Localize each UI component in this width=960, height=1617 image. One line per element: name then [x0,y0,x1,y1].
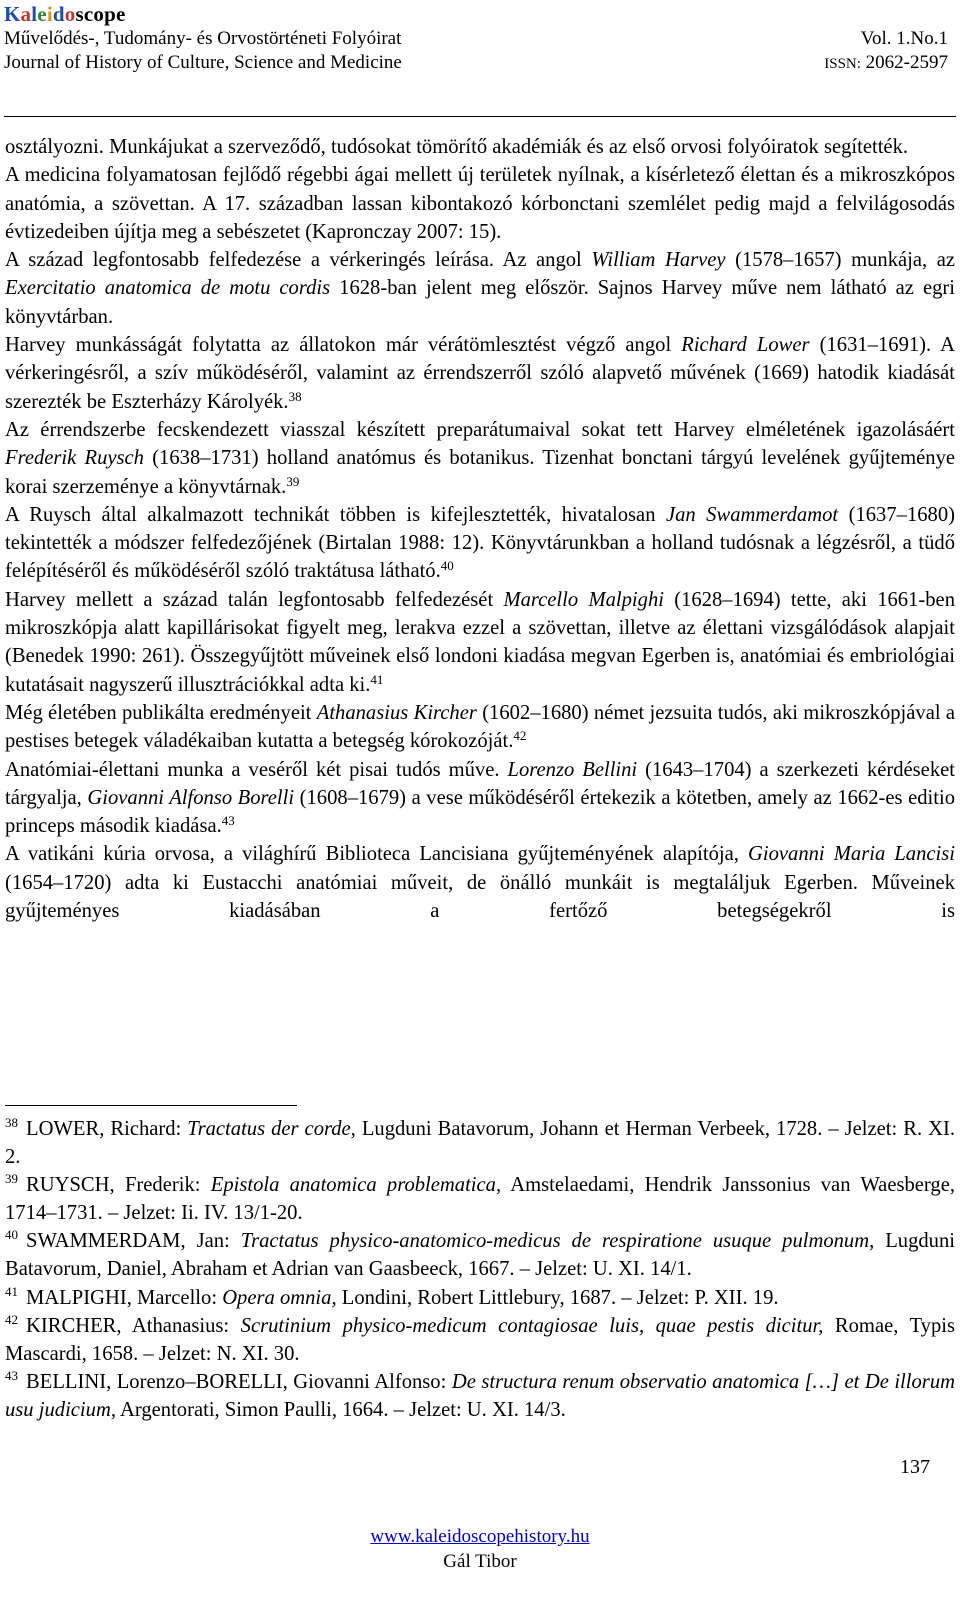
author-surname: SWAMMERDAM [26,1230,181,1253]
text-run: Lugduni Batavorum, Johann et Herman Verbeek, 1728. – Jelzet: R. XI. 2. [5,1118,956,1169]
text-run: , Athanasius: [116,1314,241,1337]
text-run: (1608–1679) a vese működéséről értekezik a kötetben, amely az 1662-es editio princeps második kiadása. [5,786,955,838]
italic-text: Scrutinium physico-medicum contagiosae luis, quae pestis dicitur, [240,1314,824,1337]
footnote-separator [5,1105,297,1106]
text-run: , Marcello: [126,1286,223,1309]
text-run: , Frederik: [109,1174,211,1197]
author-surname: KIRCHER [26,1314,117,1337]
footnote-number: 38 [5,1115,18,1130]
text-run: Londini, Robert Littlebury, 1687. – Jelzet: P. XII. 19. [336,1286,779,1309]
italic-text: Giovanni Maria Lancisi [748,843,955,866]
text-run: , Amstelaedami, Hendrik Janssonius van Waesberge, 1714–1731. – Jelzet: Ii. IV. 13/1-20. [5,1174,955,1225]
logo-letter: e [37,2,47,26]
footnote-ref: 38 [288,388,302,404]
text-run: Harvey munkásságát folytatta az állatokon már vérátömlesztést végző angol [5,334,682,357]
footnote [5,1312,955,1368]
page-number: 137 [900,1456,930,1478]
footnote-number: 43 [5,1367,18,1383]
author-surname: MALPIGHI [26,1286,127,1309]
text-run: Anatómiai-élettani munka a veséről két pisai tudós műve. [5,758,508,781]
paragraph [5,161,955,246]
text-run: (1628–1694) tette, aki 1661-ben mikroszkópja alatt kapillárisokat figyelt meg, lerakva ezzel a szövettan, illetve az élettani vizsgálódások alapjait (Benedek 1990: 261). Összegyűjtött műveinek első londoni kiadása megvan Egerben is, anatómiai és embriológiai kutatásait nagyszerű illusztrációkkal adta ki. [5,588,955,696]
text-run: Még életében publikálta eredményeit [5,701,317,724]
author-surname: LOWER [26,1118,100,1140]
text-run: A század legfontosabb felfedezése a vérkeringés leírása. Az angol [5,249,592,272]
paragraph [5,416,955,501]
logo-letter: c [83,2,94,26]
footnote-ref: 42 [513,728,527,744]
paragraph [5,840,955,925]
footnote-ref: 40 [440,558,454,574]
logo-letter: i [46,2,53,26]
text-run: , Giovanni Alfonso: [282,1370,452,1393]
paragraph [5,699,955,756]
journal-logo [4,2,126,27]
text-run: (1637–1680) tekintették a módszer felfedezőjének (Birtalan 1988: 12). Könyvtárunkban a holland tudósnak a légzésről, a tüdő felépítéséről és működéséről szóló traktátusa látható. [5,503,955,583]
footnote-number: 40 [5,1227,18,1243]
logo-letter: a [20,2,32,26]
footnotes [5,1115,955,1424]
journal-subtitle-en: Journal of History of Culture, Science and Medicine [4,52,402,73]
journal-header [4,0,956,96]
text-run: Argentorati, Simon Paulli, 1664. – Jelzet: U. XI. 14/3. [115,1398,566,1421]
text-run: (1654–1720) adta ki Eustacchi anatómiai műveit, de önálló munkáit is megtaláljuk Egerben. Műveinek gyűjteményes kiadásában a fertőző betegségekről is [5,871,955,923]
text-run: (1643–1704) a szerkezeti kérdéseket tárgyalja, [5,758,955,809]
text-run: , Lorenzo– [106,1370,196,1393]
italic-text: William Harvey [591,249,726,272]
logo-letter: l [31,2,38,26]
italic-text: Richard Lower [681,334,810,357]
author-surname: BELLINI [26,1370,107,1393]
footnote [5,1171,955,1227]
text-run: , Lugduni Batavorum, Daniel, Abraham et Adrian van Gaasbeeck, 1667. – Jelzet: U. XI. 14/1. [5,1230,955,1281]
italic-text: Giovanni Alfonso Borelli [87,786,295,809]
text-run: , Richard: [99,1118,188,1140]
logo-letter: s [75,2,84,26]
issn-label: ISSN: [824,56,861,72]
footnote-ref: 39 [286,473,300,489]
paragraph [5,586,955,699]
text-run: Az érrendszerbe fecskendezett viasszal készített preparátumaival sokat tett Harvey elméletének igazolásáért [5,418,955,441]
text-run: (1638–1731) holland anatómus és botanikus. Tizenhat bonctani tárgyú levelének gyűjteménye korai szerzeménye a könyvtárnak. [5,447,956,498]
paragraph [5,501,955,586]
paragraph [5,133,955,161]
footnote-ref: 43 [221,813,235,829]
text-run: (1578–1657) munkája, az [725,249,955,272]
footnote-number: 41 [5,1283,18,1299]
text-run: 1628-ban jelent meg először. Sajnos Harvey műve nem látható az egri könyvtárban. [5,277,955,328]
issn-number: 2062-2597 [865,52,948,73]
logo-letter: K [4,2,21,26]
text-run: osztályozni. Munkájukat a szerveződő, tudósokat tömörítő akadémiák és az első orvosi folyóiratok segítették. [5,136,909,158]
text-run: A medicina folyamatosan fejlődő régebbi ágai mellett új területek nyílnak, a kísérletező élettan és a mikroszkópos anatómia, a szövettan. A 17. században lassan kibontakozó kórbonctani szemlélet pedig majd a felvilágosodás évtizedeiben újítja meg a sebészetet (Kapronczay 2007: 15). [5,164,955,243]
logo-letter: o [64,2,76,26]
issn [824,52,948,74]
paragraph [5,756,955,841]
footnote [5,1368,955,1424]
footnote [5,1227,955,1283]
paragraph [5,331,955,416]
italic-text: Tractatus physico-anatomico-medicus de respiratione usuque pulmonum [240,1230,870,1253]
logo-letter: e [115,2,126,26]
footnote [5,1115,955,1171]
text-run: Romae, Typis Mascardi, 1658. – Jelzet: N. XI. 30. [5,1314,955,1365]
author-surname: BORELLI [195,1370,283,1393]
italic-text: Athanasius Kircher [316,701,477,724]
text-run: (1631–1691). A vérkeringésről, a szív működéséről, valamint az érrendszerről szóló alapvető művének (1669) hatodik kiadását szerezték be Eszterházy Károlyék. [5,334,955,413]
italic-text: Frederik Ruysch [5,447,144,470]
text-run: Harvey mellett a század talán legfontosabb felfedezését [5,588,504,611]
italic-text: Exercitatio anatomica de motu cordis [5,277,331,300]
logo-letter: p [104,2,116,26]
text-run: (1602–1680) német jezsuita tudós, aki mikroszkópjával a pestises betegek váladékaiban kutatta a betegség kórokozóját. [5,701,956,753]
italic-text: Jan Swammerdamot [665,503,839,526]
logo-letter: o [93,2,105,26]
text-run: A Ruysch által alkalmazott technikát többen is kifejlesztették, hivatalosan [5,503,666,526]
italic-text: Epistola anatomica problematica [210,1174,496,1197]
paragraph [5,246,955,331]
website-link[interactable]: www.kaleidoscopehistory.hu [370,1526,590,1547]
footnote-number: 42 [5,1311,18,1327]
italic-text: Tractatus der corde, [187,1118,356,1140]
italic-text: De structura renum observatio anatomica […] et De illorum usu judicium, [5,1370,955,1421]
header-rule [4,116,956,117]
author-surname: RUYSCH [26,1174,110,1197]
text-run: A vatikáni kúria orvosa, a világhírű Biblioteca Lancisiana gyűjteményének alapítója, [5,843,748,866]
footnote [5,1284,955,1312]
volume-label: Vol. 1.No.1 [860,28,948,49]
article-body [5,133,955,925]
italic-text: Opera omnia, [222,1286,337,1309]
italic-text: Marcello Malpighi [503,588,664,611]
text-run: , Jan: [180,1230,241,1253]
logo-letter: d [52,2,65,26]
footnote-ref: 41 [370,671,384,687]
page-footer [0,1524,960,1574]
author-name: Gál Tibor [443,1551,517,1572]
italic-text: Lorenzo Bellini [507,758,638,781]
journal-subtitle-hu: Művelődés-, Tudomány- és Orvostörténeti Folyóirat [4,28,402,49]
footnote-number: 39 [5,1171,18,1187]
